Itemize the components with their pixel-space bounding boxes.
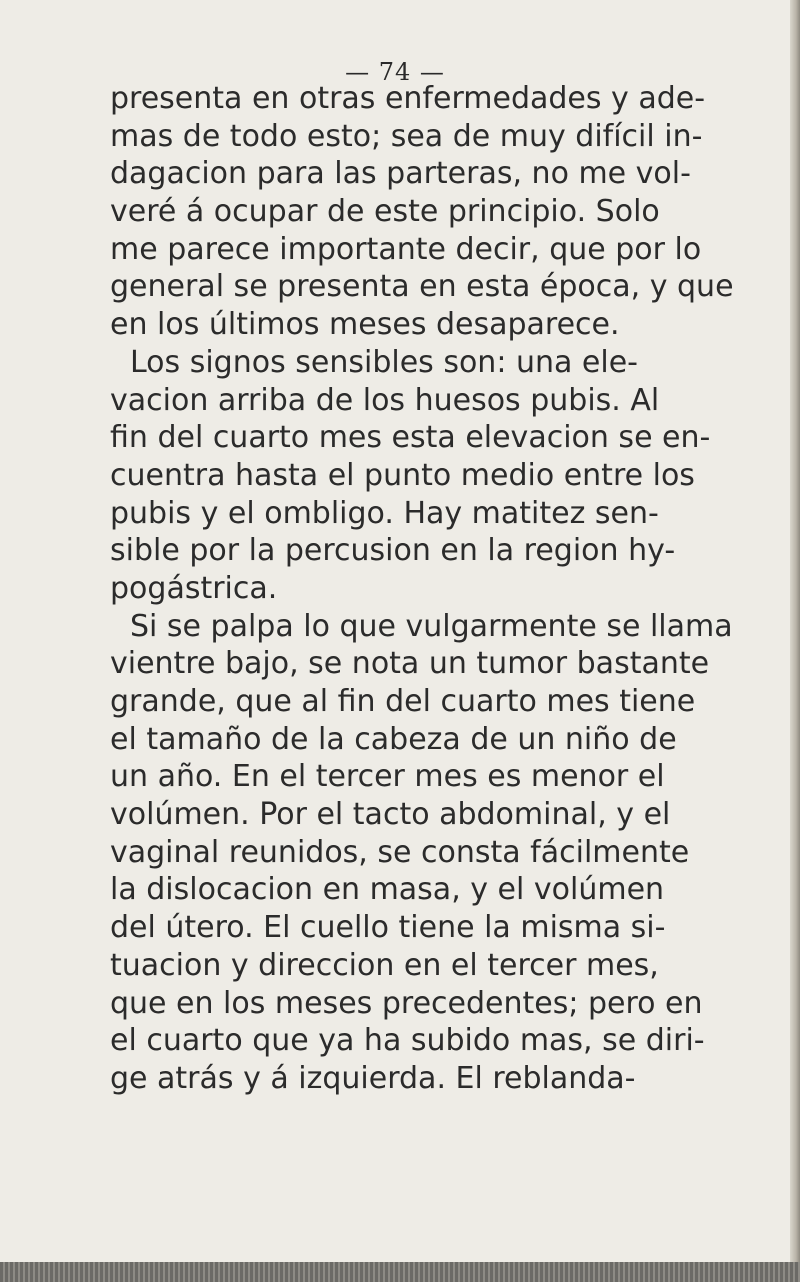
text-line: vaginal reunidos, se consta fácilmente — [110, 834, 690, 870]
paragraph-start-line: Si se palpa lo que vulgarmente se llama — [130, 608, 733, 644]
page-number: — 74 — — [345, 58, 445, 86]
text-line: pubis y el ombligo. Hay matitez sen- — [110, 495, 659, 531]
text-line: vacion arriba de los huesos pubis. Al — [110, 382, 660, 418]
text-line: general se presenta en esta época, y que — [110, 269, 734, 305]
text-line: tuacion y direccion en el tercer mes, — [110, 947, 659, 983]
text-line: la dislocacion en masa, y el volúmen — [110, 872, 665, 908]
text-line: que en los meses precedentes; pero en — [110, 985, 703, 1021]
text-line: dagacion para las parteras, no me vol- — [110, 156, 691, 192]
text-line: en los últimos meses desaparece. — [110, 307, 620, 343]
text-line: un año. En el tercer mes es menor el — [110, 759, 665, 795]
text-line: del útero. El cuello tiene la misma si- — [110, 910, 666, 946]
page-edge-right — [790, 0, 800, 1282]
text-line: volúmen. Por el tacto abdominal, y el — [110, 797, 671, 833]
text-line: el cuarto que ya ha subido mas, se diri- — [110, 1023, 705, 1059]
text-line: mas de todo esto; sea de muy difícil in- — [110, 118, 703, 154]
text-line: pogástrica. — [110, 570, 278, 606]
text-line: veré á ocupar de este principio. Solo — [110, 194, 660, 230]
text-line: sible por la percusion en la region hy- — [110, 533, 676, 569]
paragraph-start-line: Los signos sensibles son: una ele- — [130, 344, 638, 380]
text-line: vientre bajo, se nota un tumor bastante — [110, 646, 710, 682]
text-line: fin del cuarto mes esta elevacion se en- — [110, 420, 711, 456]
page-edge-bottom — [0, 1262, 800, 1282]
text-line: grande, que al fin del cuarto mes tiene — [110, 684, 696, 719]
text-line: presenta en otras enfermedades y ade- — [110, 81, 706, 116]
text-line: me parece importante decir, que por lo — [110, 231, 702, 267]
text-line: ge atrás y á izquierda. El reblanda- — [110, 1060, 636, 1096]
body-text — [110, 80, 770, 1098]
text-line: el tamaño de la cabeza de un niño de — [110, 721, 677, 757]
text-line: cuentra hasta el punto medio entre los — [110, 457, 695, 493]
